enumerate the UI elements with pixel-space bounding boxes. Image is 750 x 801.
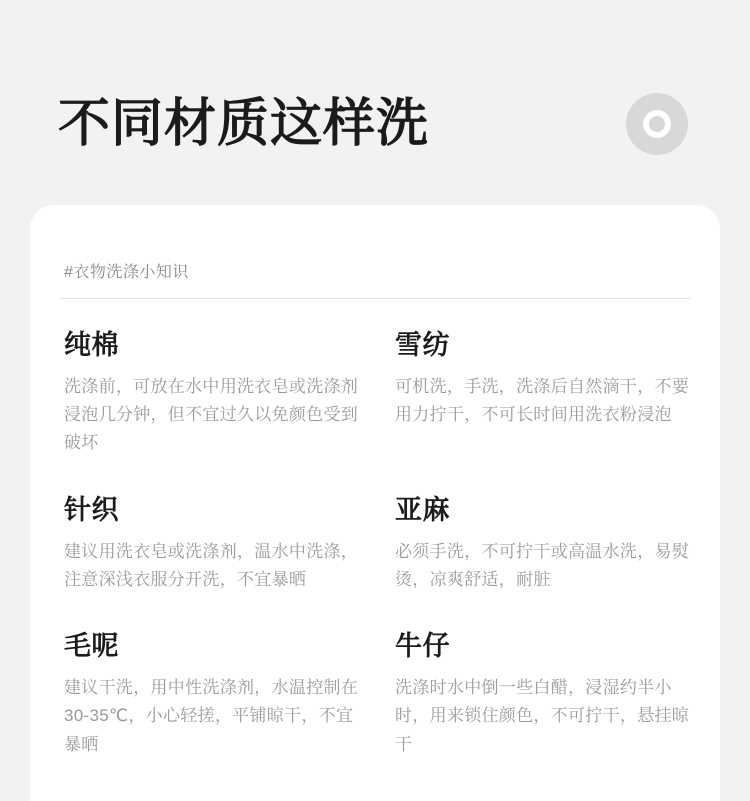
tip-title: 针织 [64,494,119,525]
tip-title: 牛仔 [395,631,450,662]
tip-body: 建议干洗，用中性洗涤剂，水温控制在30-35℃，小心轻搓，平铺晾干，不宜暴晒 [64,678,359,754]
page-title: 不同材质这样洗 [58,95,430,153]
page-header [58,82,692,166]
tip-title: 雪纺 [395,330,450,360]
tip-title: 纯棉 [64,330,119,360]
tip-body: 建议用洗衣皂或洗涤剂，温水中洗涤，注意深浅衣服分开洗，不宜暴晒 [64,541,359,589]
tip-item [389,494,690,594]
tip-body: 必须手洗，不可拧干或高温水洗，易熨烫，凉爽舒适，耐脏 [395,541,690,589]
tip-body: 洗涤时水中倒一些白醋，浸湿约半小时，用来锁住颜色，不可拧干，悬挂晾干 [395,678,690,754]
tips-card [30,205,720,801]
tip-item [389,329,690,458]
tip-body: 可机洗，手洗，洗涤后自然滴干，不要用力拧干，不可长时间用洗衣粉浸泡 [395,377,690,425]
card-tag: #衣物洗涤小知识 [64,264,189,281]
tips-grid [60,329,690,759]
tip-item [60,630,361,759]
tip-title: 毛呢 [64,631,119,662]
tip-body: 洗涤前，可放在水中用洗衣皂或洗涤剂浸泡几分钟，但不宜过久以免颜色受到破坏 [64,377,359,453]
tip-item [60,329,361,458]
card-divider [60,298,690,299]
tip-title: 亚麻 [395,494,450,525]
tip-item [60,494,361,594]
ring-shape [643,110,671,138]
circle-ring-icon [626,93,688,155]
tip-item [389,630,690,759]
